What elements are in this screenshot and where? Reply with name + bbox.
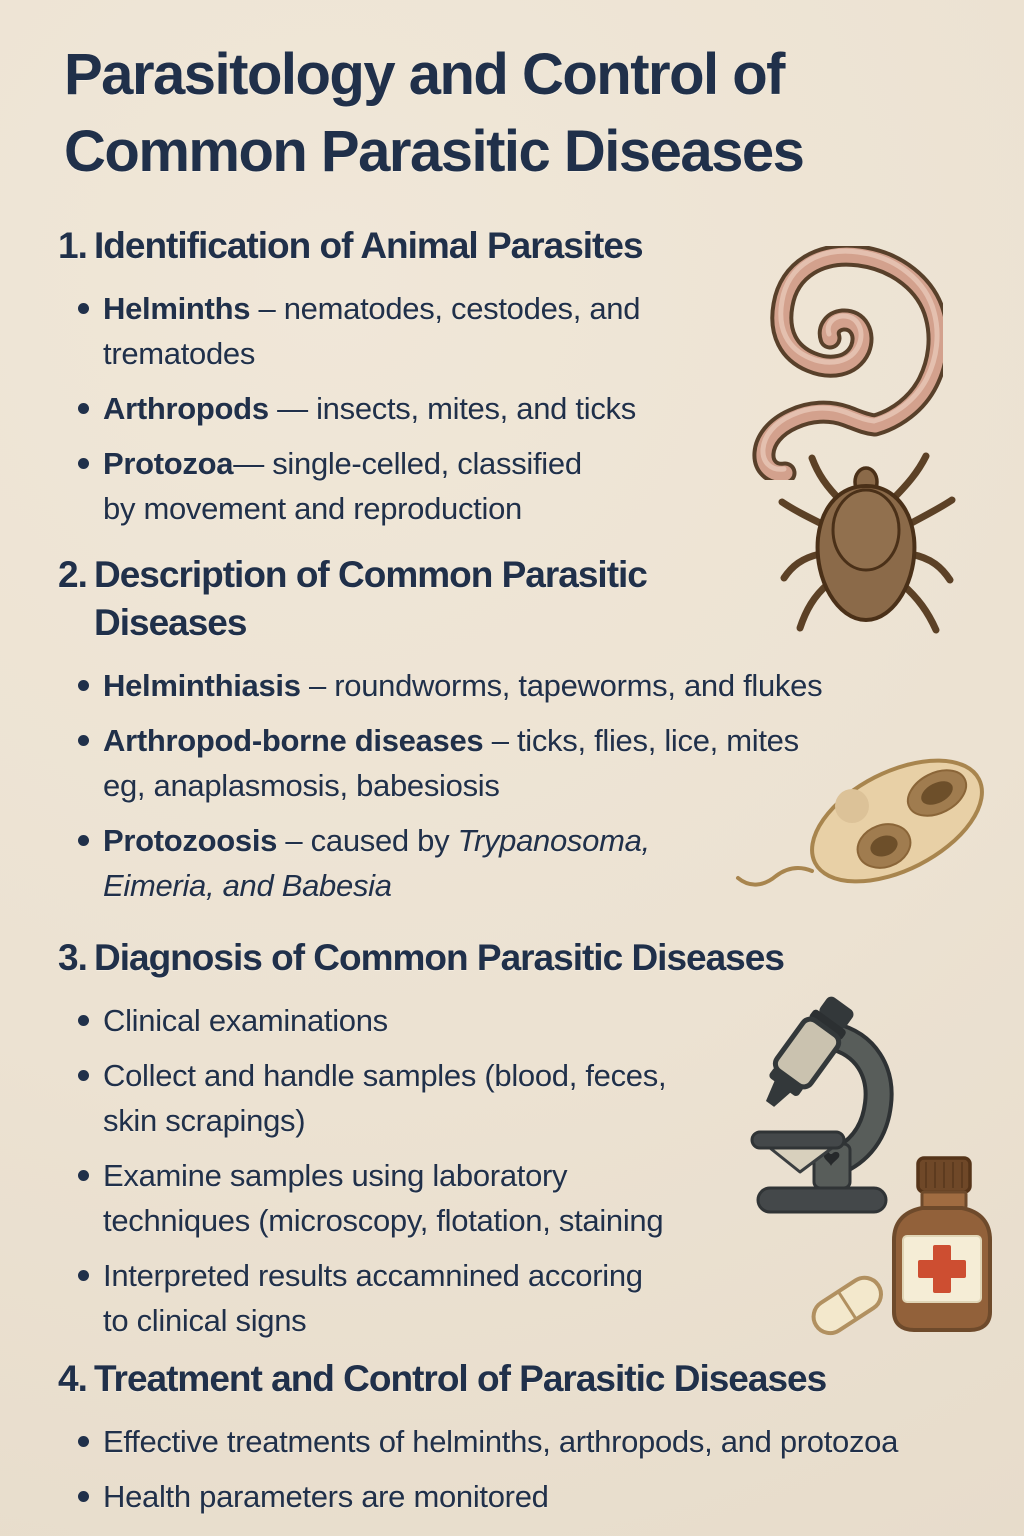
- bullet-item: [58, 1474, 1018, 1519]
- protozoan-illustration: [732, 736, 1022, 911]
- bullet-line: Eimeria, and Babesia: [103, 868, 392, 903]
- medicine-bottle-illustration: [886, 1154, 998, 1336]
- section-heading: [58, 1355, 1018, 1403]
- flagellum: [738, 868, 812, 885]
- page-title-line: Parasitology and Control of: [64, 42, 784, 107]
- section-heading: [58, 934, 1018, 982]
- bullet-line: Protozoosis – caused by Trypanosoma,: [103, 823, 650, 858]
- section-title-line: Identification of Animal Parasites: [94, 225, 643, 266]
- page-title-line: Common Parasitic Diseases: [64, 119, 804, 184]
- bullet-line: Helminthiasis – roundworms, tapeworms, and flukes: [103, 668, 823, 703]
- section-title-line: Description of Common Parasitic: [94, 554, 647, 595]
- section-title: [94, 934, 784, 982]
- bullet-line: to clinical signs: [103, 1303, 307, 1338]
- page-title: [64, 36, 803, 190]
- bullet-item: [58, 663, 1018, 708]
- bullet-list: [58, 1419, 1018, 1519]
- bullet-line: trematodes: [103, 336, 256, 371]
- bullet-line: Health parameters are monitored: [103, 1479, 549, 1514]
- bullet-line: Helminths – nematodes, cestodes, and: [103, 291, 641, 326]
- section-number: 1.: [58, 225, 87, 266]
- pill-illustration: [802, 1266, 892, 1344]
- tick-illustration: [778, 450, 958, 648]
- bullet-line: Clinical examinations: [103, 1003, 388, 1038]
- section-title-line: Diseases: [94, 602, 247, 643]
- bullet-item: [58, 1419, 1018, 1464]
- bullet-line: Protozoa— single-celled, classified: [103, 446, 582, 481]
- section-treatment: [58, 1355, 1018, 1519]
- bullet-line: Arthropod-borne diseases – ticks, flies, lice, mites: [103, 723, 799, 758]
- roundworm-illustration: [738, 246, 943, 480]
- bullet-line: techniques (microscopy, flotation, staining: [103, 1203, 664, 1238]
- section-title: [94, 551, 647, 647]
- bullet-line: Collect and handle samples (blood, feces,: [103, 1058, 667, 1093]
- bullet-line: by movement and reproduction: [103, 491, 522, 526]
- section-title-line: Treatment and Control of Parasitic Diseases: [94, 1358, 827, 1399]
- bullet-line: Arthropods — insects, mites, and ticks: [103, 391, 636, 426]
- section-number: 2.: [58, 554, 87, 595]
- section-number: 3.: [58, 937, 87, 978]
- microscope-illustration: [744, 992, 904, 1220]
- section-title: [94, 222, 643, 270]
- bullet-line: Examine samples using laboratory: [103, 1158, 568, 1193]
- bullet-line: Interpreted results accamnined accoring: [103, 1258, 643, 1293]
- section-number: 4.: [58, 1358, 87, 1399]
- bullet-line: Effective treatments of helminths, arthropods, and protozoa: [103, 1424, 899, 1459]
- bullet-line: skin scrapings): [103, 1103, 306, 1138]
- section-title-line: Diagnosis of Common Parasitic Diseases: [94, 937, 784, 978]
- section-title: [94, 1355, 826, 1403]
- bullet-line: eg, anaplasmosis, babesiosis: [103, 768, 500, 803]
